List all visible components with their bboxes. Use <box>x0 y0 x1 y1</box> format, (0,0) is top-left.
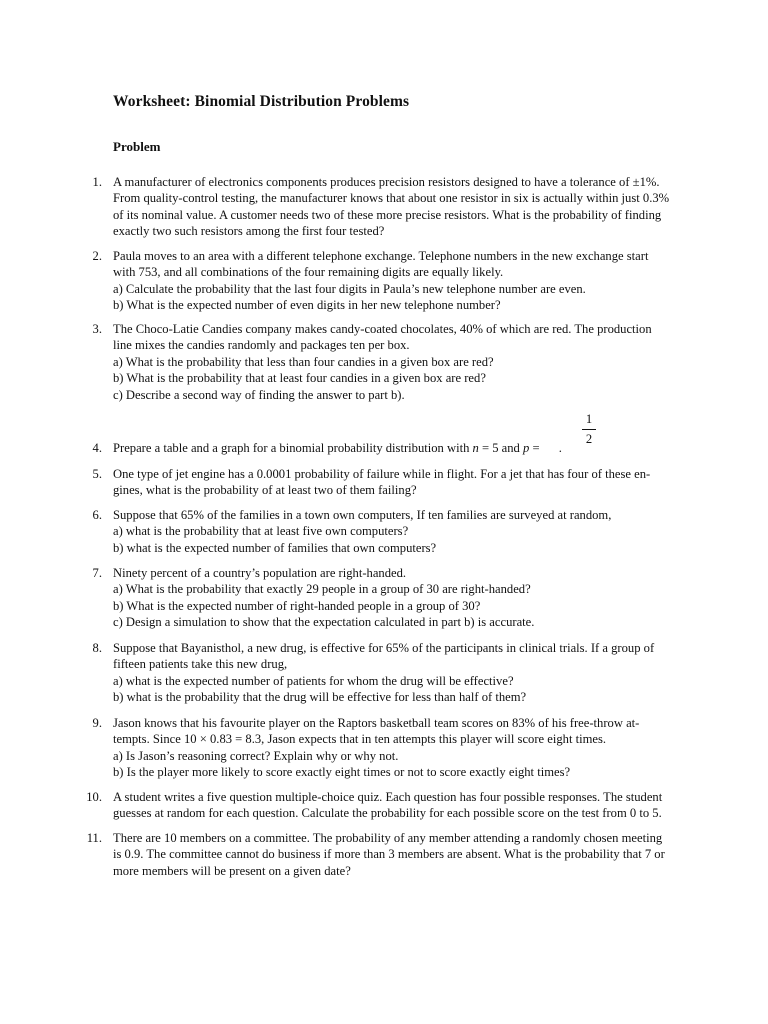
problem-text <box>113 507 723 556</box>
problem-subpart: a) What is the probability that less than four candies in a given box are red? <box>113 354 494 369</box>
problem-text <box>113 830 723 879</box>
problem-subpart: b) What is the expected number of even digits in her new telephone number? <box>113 298 501 313</box>
variable-n: n <box>472 441 479 455</box>
problem-line: guesses at random for each question. Calculate the probability for each possible score on the test from 0 to 5. <box>113 806 662 821</box>
fraction-numerator: 1 <box>585 412 593 426</box>
problem-number: 9. <box>92 716 102 730</box>
problem-subpart: a) What is the probability that exactly 29 people in a group of 30 are right-handed? <box>113 582 531 597</box>
problem-line: Suppose that 65% of the families in a town own computers, If ten families are surveyed at random, <box>113 508 612 522</box>
problem-line: A manufacturer of electronics components produces precision resistors designed to have a tolerance of ±1%. <box>113 175 660 189</box>
problem-subpart: a) Calculate the probability that the last four digits in Paula’s new telephone number are even. <box>113 281 586 296</box>
problem-line: Ninety percent of a country’s population are right-handed. <box>113 566 407 580</box>
problem-text <box>113 440 723 456</box>
problem-line: From quality-control testing, the manufacturer knows that about one resistor in six is actually within just 0.3% <box>113 191 670 206</box>
problem-number: 10. <box>86 790 102 804</box>
problem-subpart: a) what is the probability that at least five own computers? <box>113 524 409 539</box>
problem-line: is 0.9. The committee cannot do business if more than 3 members are absent. What is the probability that 7 or <box>113 847 665 862</box>
problem-line: Prepare a table and a graph for a binomial probability distribution with n = 5 and p = . <box>113 441 562 455</box>
problem-line: more members will be present on a given date? <box>113 863 351 878</box>
page-title: Worksheet: Binomial Distribution Problems <box>113 93 410 110</box>
problem-line: Paula moves to an area with a different telephone exchange. Telephone numbers in the new exchange start <box>113 249 649 263</box>
problem-number: 1. <box>92 175 102 189</box>
problem-number: 2. <box>92 249 102 263</box>
fraction-one-half <box>582 412 596 446</box>
problem-text <box>113 321 723 403</box>
problem-text <box>113 715 723 781</box>
problem-line: with 753, and all combinations of the four remaining digits are equally likely. <box>113 265 504 280</box>
problem-text <box>113 640 723 706</box>
problem-line: of its nominal value. A customer needs two of these more precise resistors. What is the probability of finding <box>113 207 662 222</box>
problem-subpart: c) Design a simulation to show that the expectation calculated in part b) is accurate. <box>113 615 535 630</box>
problem-subpart: a) what is the expected number of patients for whom the drug will be effective? <box>113 673 514 688</box>
problem-text <box>113 248 723 314</box>
problem-text <box>113 466 723 499</box>
problem-line: fifteen patients take this new drug, <box>113 657 288 672</box>
fraction-bar <box>582 429 596 430</box>
variable-p: p <box>523 441 530 455</box>
problem-line: gines, what is the probability of at least two of them failing? <box>113 483 417 498</box>
problem-text <box>113 174 723 240</box>
problem-line: There are 10 members on a committee. The probability of any member attending a randomly chosen meeting <box>113 831 663 845</box>
problem-line: tempts. Since 10 × 0.83 = 8.3, Jason expects that in ten attempts this player will score eight times. <box>113 732 607 747</box>
problem-line: Jason knows that his favourite player on the Raptors basketball team scores on 83% of his free-throw at- <box>113 716 640 730</box>
problem-number: 6. <box>92 508 102 522</box>
problem-number: 8. <box>92 641 102 655</box>
problem-line: The Choco-Latie Candies company makes candy-coated chocolates, 40% of which are red. The production <box>113 322 652 336</box>
problem-subpart: c) Describe a second way of finding the answer to part b). <box>113 387 405 402</box>
problem-number: 4. <box>92 441 102 455</box>
problem-number: 11. <box>86 831 102 845</box>
problem-subpart: b) what is the expected number of families that own computers? <box>113 540 437 555</box>
problem-subpart: b) what is the probability that the drug will be effective for less than half of them? <box>113 690 527 705</box>
problem-number: 3. <box>92 322 102 336</box>
problem-number: 7. <box>92 566 102 580</box>
section-heading: Problem <box>113 139 161 154</box>
fraction-denominator: 2 <box>585 432 593 446</box>
problem-line: A student writes a five question multiple-choice quiz. Each question has four possible responses. The student <box>113 790 663 804</box>
problem-subpart: a) Is Jason’s reasoning correct? Explain why or why not. <box>113 748 399 763</box>
problem-line: line mixes the candies randomly and packages ten per box. <box>113 338 410 353</box>
problem-subpart: b) Is the player more likely to score exactly eight times or not to score exactly eight times? <box>113 765 571 780</box>
problem-line: exactly two such resistors among the first four tested? <box>113 224 385 239</box>
problem-number: 5. <box>92 467 102 481</box>
problem-line: Suppose that Bayanisthol, a new drug, is effective for 65% of the participants in clinical trials. If a group of <box>113 641 655 655</box>
problem-line: One type of jet engine has a 0.0001 probability of failure while in flight. For a jet that has four of these en- <box>113 467 651 481</box>
problem-subpart: b) What is the expected number of right-handed people in a group of 30? <box>113 598 481 613</box>
problem-text <box>113 565 723 631</box>
problem-subpart: b) What is the probability that at least four candies in a given box are red? <box>113 371 486 386</box>
problem-text <box>113 789 723 822</box>
